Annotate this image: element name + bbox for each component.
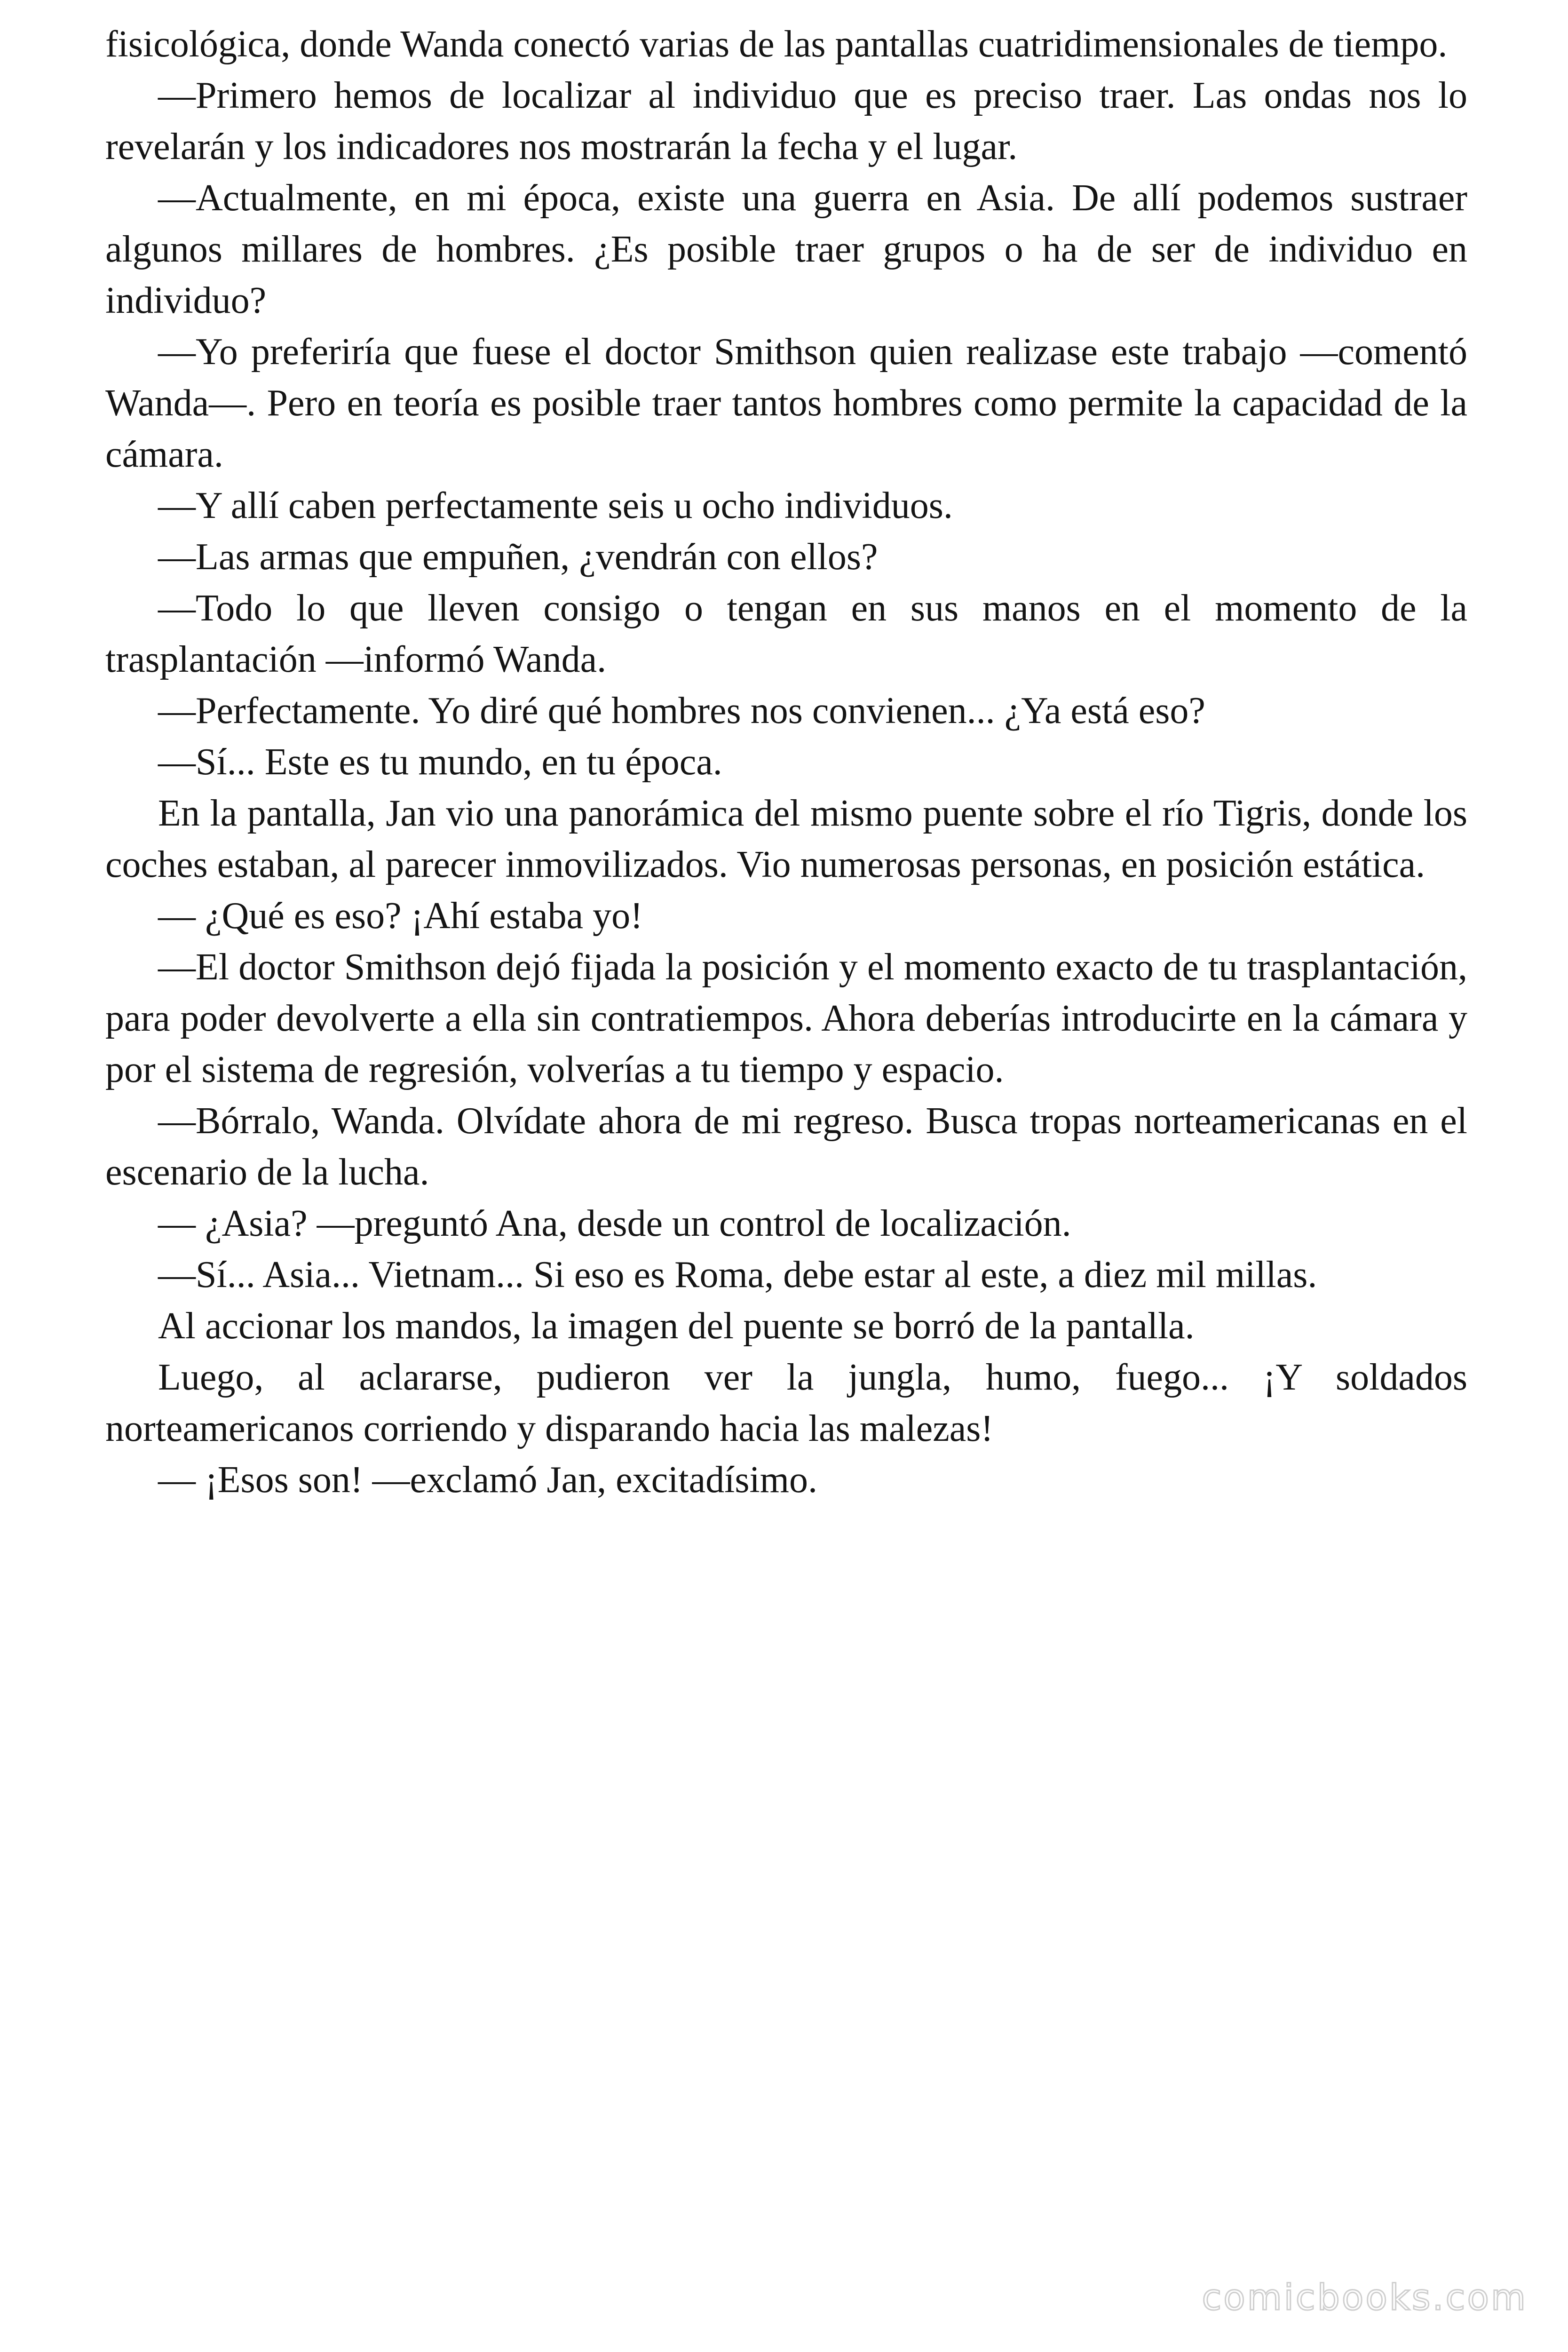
paragraph: Al accionar los mandos, la imagen del puente se borró de la pantalla. (158, 1305, 1195, 1347)
paragraph: —Sí... Asia... Vietnam... Si eso es Roma, debe estar al este, a diez mil millas. (158, 1254, 1317, 1295)
paragraph: —Yo preferiría que fuese el doctor Smithson quien realizase este trabajo —comentó Wanda—. Pero en teoría es posible traer tantos hombres como permite la capacidad de la cámara. (105, 331, 1467, 475)
paragraph: —Todo lo que lleven consigo o tengan en sus manos en el momento de la trasplantación —informó Wanda. (105, 588, 1467, 680)
paragraph: —El doctor Smithson dejó fijada la posición y el momento exacto de tu trasplantación, para poder devolverte a ella sin contratiempos. Ahora deberías introducirte en la cámara y por el sistema de regresión, volverías a tu tiempo y espacio. (105, 946, 1467, 1090)
paragraph: — ¿Asia? —preguntó Ana, desde un control de localización. (158, 1203, 1071, 1244)
paragraph: Luego, al aclararse, pudieron ver la jungla, humo, fuego... ¡Y soldados norteamericanos corriendo y disparando hacia las malezas! (105, 1357, 1467, 1449)
paragraph: —Sí... Este es tu mundo, en tu época. (158, 741, 722, 783)
paragraph: — ¿Qué es eso? ¡Ahí estaba yo! (158, 895, 643, 937)
watermark: comicbooks.com (1202, 2276, 1528, 2318)
paragraph: —Perfectamente. Yo diré qué hombres nos convienen... ¿Ya está eso? (158, 690, 1205, 731)
paragraph: En la pantalla, Jan vio una panorámica del mismo puente sobre el río Tigris, donde los coches estaban, al parecer inmovilizados. Vio numerosas personas, en posición estática. (105, 793, 1467, 885)
paragraph: —Bórralo, Wanda. Olvídate ahora de mi regreso. Busca tropas norteamericanas en el escenario de la lucha. (105, 1100, 1467, 1193)
paragraph: —Y allí caben perfectamente seis u ocho individuos. (158, 485, 953, 526)
paragraph: — ¡Esos son! —exclamó Jan, excitadísimo. (158, 1459, 817, 1501)
page-text (105, 19, 1467, 1506)
paragraph: fisicológica, donde Wanda conectó varias de las pantallas cuatridimensionales de tiempo. (105, 24, 1448, 65)
paragraph: —Actualmente, en mi época, existe una guerra en Asia. De allí podemos sustraer algunos millares de hombres. ¿Es posible traer grupos o ha de ser de individuo en individuo? (105, 177, 1467, 321)
paragraph: —Las armas que empuñen, ¿vendrán con ellos? (158, 536, 878, 578)
paragraph: —Primero hemos de localizar al individuo que es preciso traer. Las ondas nos lo revelarán y los indicadores nos mostrarán la fecha y el lugar. (105, 75, 1467, 167)
